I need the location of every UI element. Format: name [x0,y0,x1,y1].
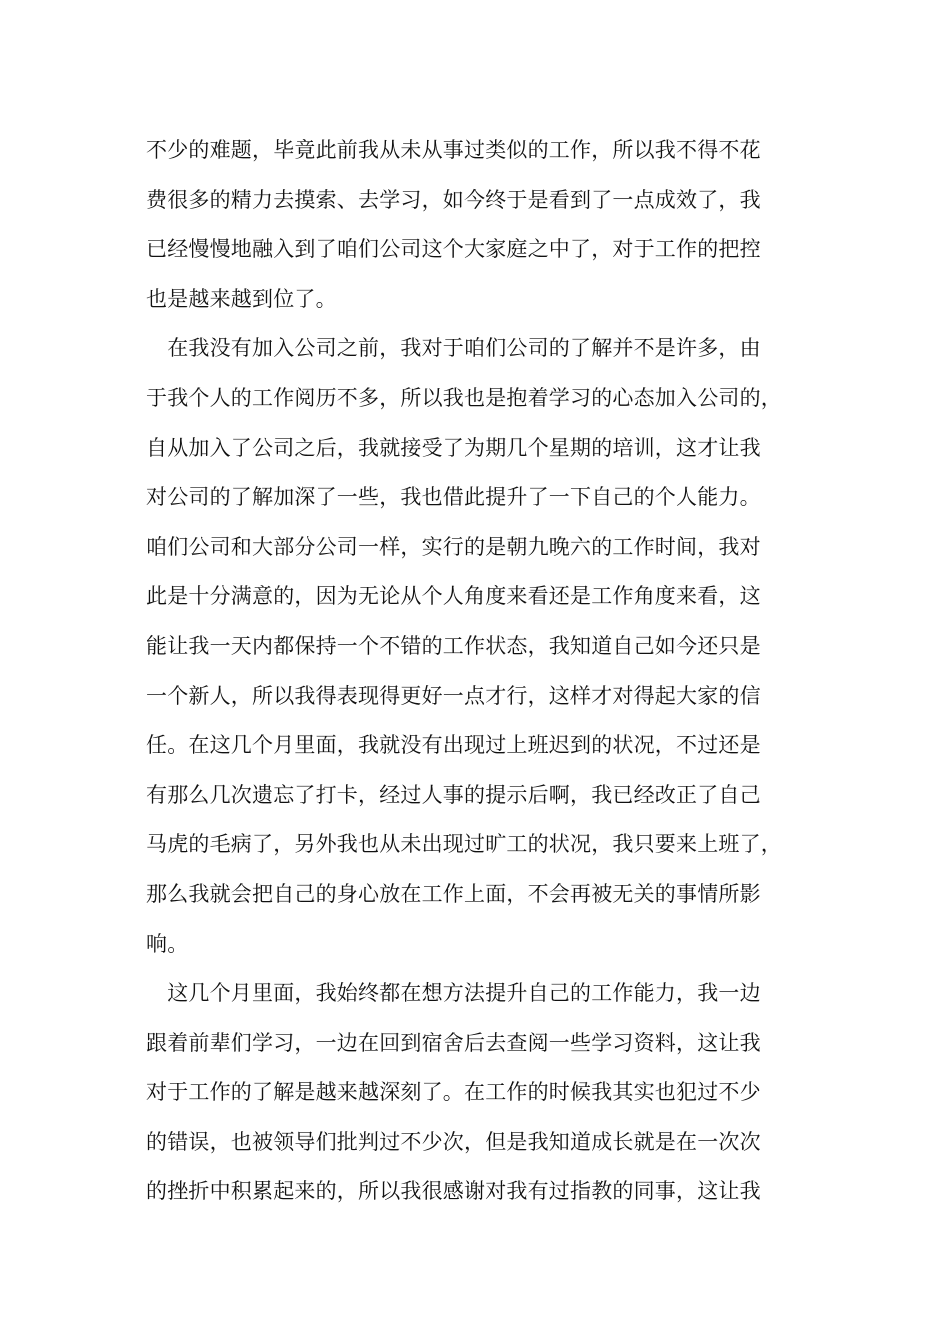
text-line: 也是越来越到位了。 [146,286,337,311]
text-line: 费很多的精力去摸索、去学习，如今终于是看到了一点成效了，我 [146,187,761,212]
text-line: 能让我一天内都保持一个不错的工作状态，我知道自己如今还只是 [146,633,761,658]
text-line: 对公司的了解加深了一些，我也借此提升了一下自己的个人能力。 [146,485,761,510]
text-line: 这几个月里面，我始终都在想方法提升自己的工作能力，我一边 [146,981,761,1006]
text-line: 任。在这几个月里面，我就没有出现过上班迟到的状况，不过还是 [146,733,761,758]
text-line: 于我个人的工作阅历不多，所以我也是抱着学习的心态加入公司的， [146,385,782,410]
text-line: 一个新人，所以我得表现得更好一点才行，这样才对得起大家的信 [146,683,761,708]
text-line: 在我没有加入公司之前，我对于咱们公司的了解并不是许多，由 [146,336,761,361]
text-line: 咱们公司和大部分公司一样，实行的是朝九晚六的工作时间，我对 [146,534,761,559]
text-line: 那么我就会把自己的身心放在工作上面，不会再被无关的事情所影 [146,881,761,906]
text-line: 对于工作的了解是越来越深刻了。在工作的时候我其实也犯过不少 [146,1080,761,1105]
text-line: 不少的难题，毕竟此前我从未从事过类似的工作，所以我不得不花 [146,138,761,162]
document-body [146,126,826,1217]
text-line: 跟着前辈们学习，一边在回到宿舍后去查阅一些学习资料，这让我 [146,1030,761,1055]
text-line: 的挫折中积累起来的，所以我很感谢对我有过指教的同事，这让我 [146,1179,761,1204]
text-line: 此是十分满意的，因为无论从个人角度来看还是工作角度来看，这 [146,584,761,609]
text-line: 马虎的毛病了，另外我也从未出现过旷工的状况，我只要来上班了， [146,832,782,857]
text-line: 的错误，也被领导们批判过不少次，但是我知道成长就是在一次次 [146,1129,761,1154]
text-line: 已经慢慢地融入到了咱们公司这个大家庭之中了，对于工作的把控 [146,237,761,262]
text-line: 自从加入了公司之后，我就接受了为期几个星期的培训，这才让我 [146,435,761,460]
text-line: 响。 [146,931,189,956]
text-line: 有那么几次遗忘了打卡，经过人事的提示后啊，我已经改正了自己 [146,782,761,807]
